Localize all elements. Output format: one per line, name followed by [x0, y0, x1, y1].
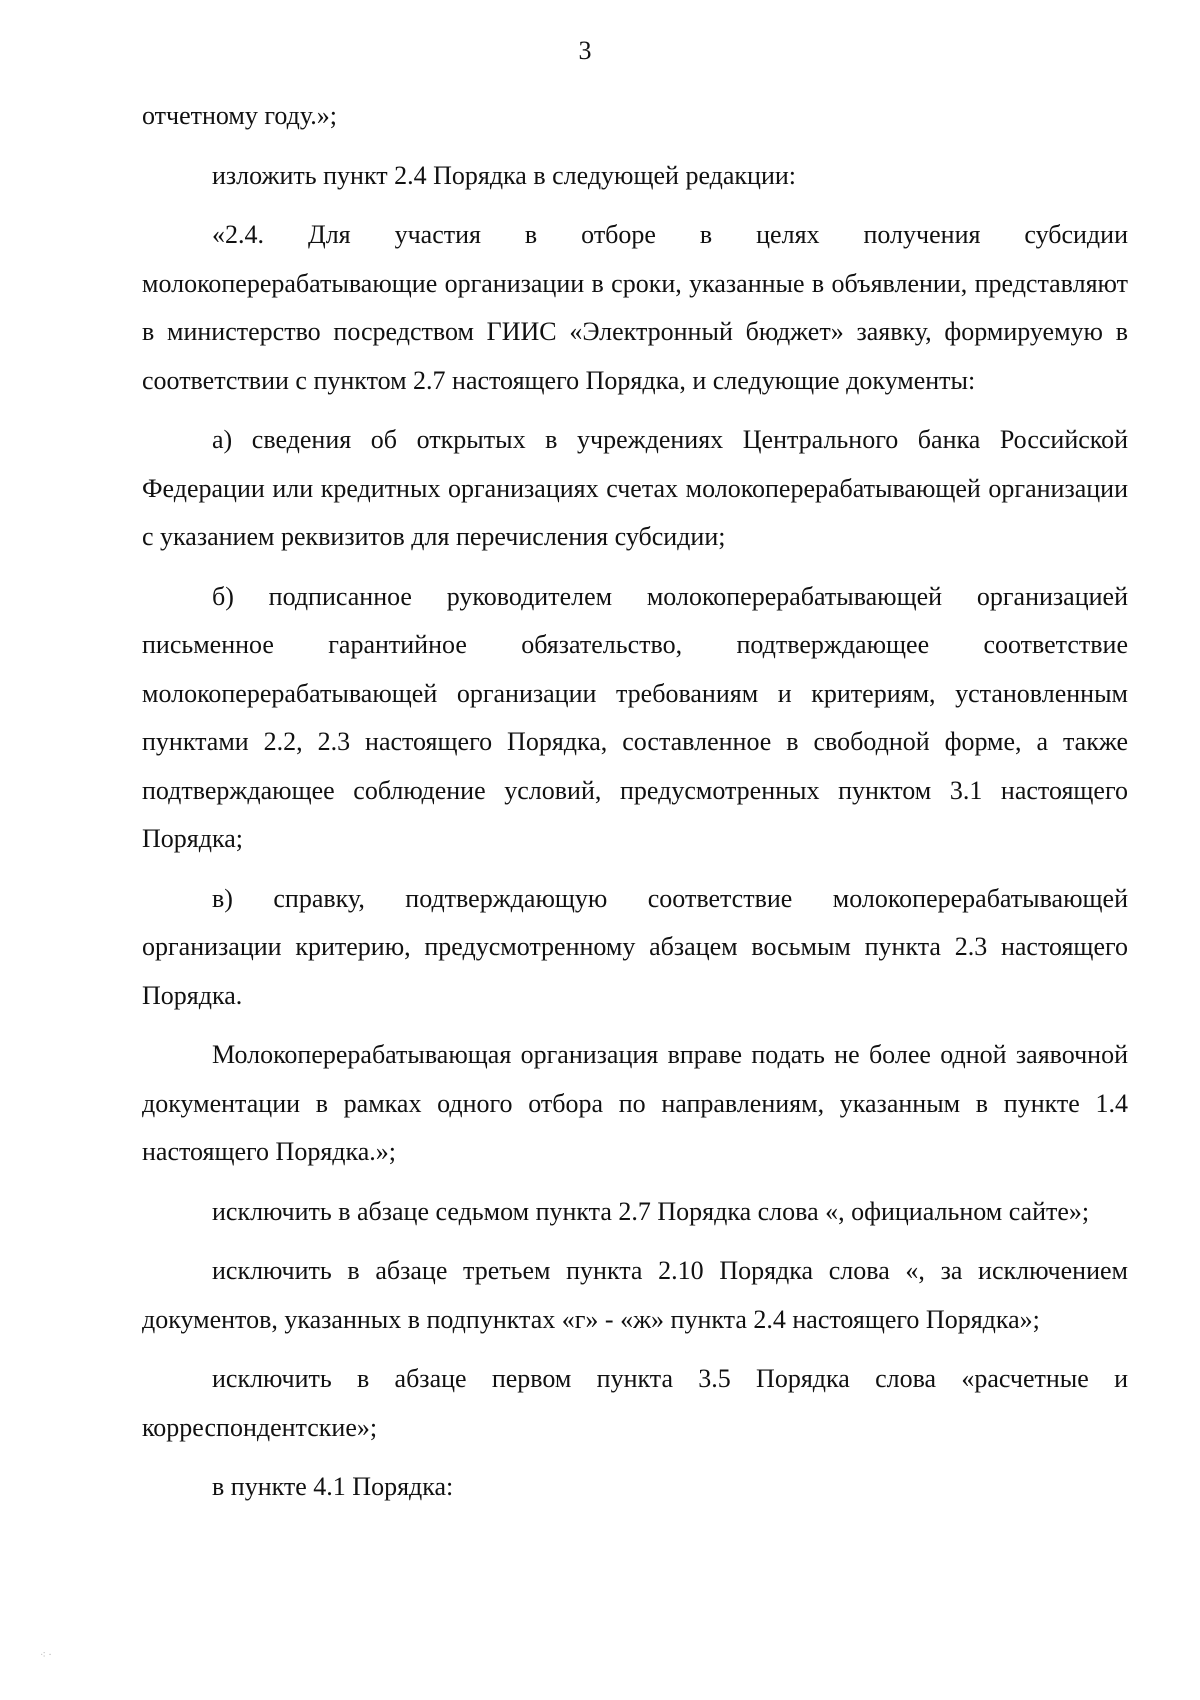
paragraph-amend-2-4: изложить пункт 2.4 Порядка в следующей редакции: [212, 160, 797, 190]
paragraph-amend-2-7: исключить в абзаце седьмом пункта 2.7 Порядка слова «, официальном сайте»; [212, 1196, 1090, 1226]
scan-artifact: ⁖ · [40, 1650, 52, 1661]
document-body [142, 92, 1128, 1523]
paragraph-item-a: а) сведения об открытых в учреждениях Центрального банка Российской Федерации или кредитных организациях счетах молокоперерабатывающей организации с указанием реквизитов для перечисления субсидии; [142, 425, 1128, 551]
paragraph-continuation: отчетному году.»; [142, 101, 337, 130]
paragraph-2-4-text: «2.4. Для участия в отборе в целях получения субсидии молокоперерабатывающие организации в сроки, указанные в объявлении, представляют в министерство посредством ГИИС «Электронный бюджет» заявку, формируемую в соответствии с пунктом 2.7 настоящего Порядка, и следующие документы: [142, 220, 1128, 395]
paragraph-item-b: б) подписанное руководителем молокоперерабатывающей организацией письменное гарантийное обязательство, подтверждающее соответствие молокоперерабатывающей организации требованиям и критериям, установленным пунктами 2.2, 2.3 настоящего Порядка, составленное в свободной форме, а также подтверждающее соблюдение условий, предусмотренных пунктом 3.1 настоящего Порядка; [142, 581, 1128, 853]
paragraph-item-v: в) справку, подтверждающую соответствие молокоперерабатывающей организации критерию, предусмотренному абзацем восьмым пункта 2.3 настоящего Порядка. [142, 883, 1128, 1010]
paragraph-amend-3-5: исключить в абзаце первом пункта 3.5 Порядка слова «расчетные и корреспондентские»; [142, 1364, 1128, 1442]
paragraph-amend-4-1: в пункте 4.1 Порядка: [212, 1472, 454, 1501]
paragraph-one-application: Молокоперерабатывающая организация вправе подать не более одной заявочной документации в рамках одного отбора по направлениям, указанным в пункте 1.4 настоящего Порядка.»; [142, 1040, 1128, 1166]
paragraph-amend-2-10: исключить в абзаце третьем пункта 2.10 Порядка слова «, за исключением документов, указанных в подпунктах «г» - «ж» пункта 2.4 настоящего Порядка»; [142, 1256, 1128, 1334]
page-number: 3 [578, 36, 592, 65]
